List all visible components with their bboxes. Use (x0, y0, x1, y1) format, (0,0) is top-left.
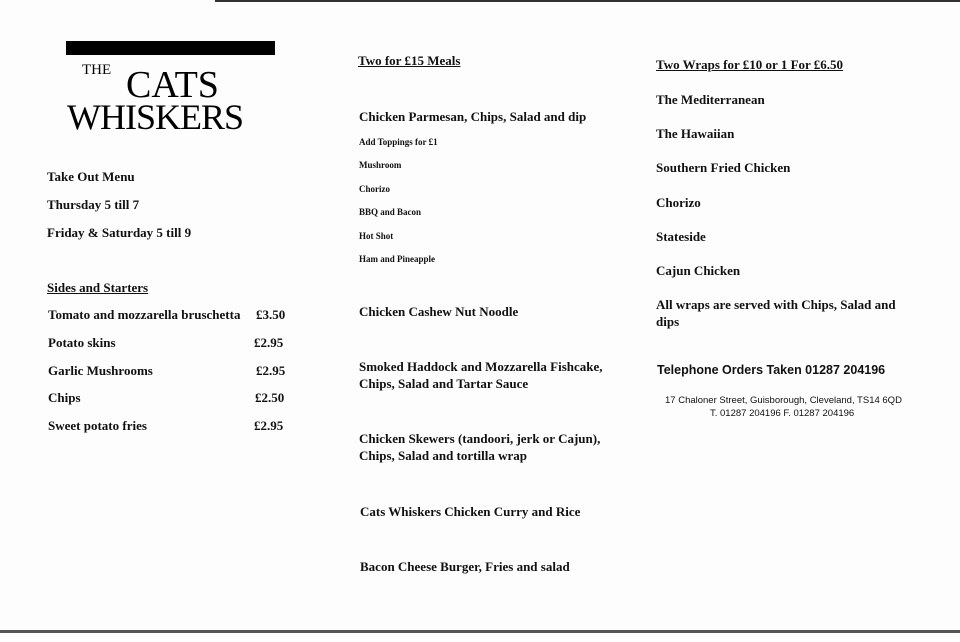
wraps-heading: Two Wraps for £10 or 1 For £6.50 (656, 57, 844, 72)
wrap-item: Stateside (656, 229, 706, 244)
wrap-item: The Hawaiian (656, 126, 735, 141)
topping-item: Hot Shot (359, 231, 394, 241)
scan-edge-top (215, 0, 960, 2)
meal-item: Chicken Skewers (tandoori, jerk or Cajun), (359, 431, 601, 446)
sides-heading: Sides and Starters (47, 280, 149, 295)
hours-thursday: Thursday 5 till 7 (47, 197, 140, 212)
meal-item: Chicken Parmesan, Chips, Salad and dip (359, 109, 587, 124)
logo-bar (66, 41, 275, 55)
meal-item-line2: Chips, Salad and Tartar Sauce (359, 376, 529, 391)
logo-cats: CATS (126, 64, 219, 106)
meal-item: Bacon Cheese Burger, Fries and salad (360, 559, 570, 574)
toppings-label: Add Toppings for £1 (359, 137, 438, 147)
side-price: £2.95 (254, 335, 284, 350)
side-price: £2.95 (254, 418, 284, 433)
side-price: £2.95 (256, 363, 286, 378)
meals-heading: Two for £15 Meals (358, 53, 461, 68)
side-name: Tomato and mozzarella bruschetta (48, 307, 241, 322)
side-name: Sweet potato fries (48, 418, 147, 433)
meal-item-line2: Chips, Salad and tortilla wrap (359, 448, 527, 463)
topping-item: Ham and Pineapple (359, 254, 436, 264)
wrap-item: The Mediterranean (656, 92, 765, 107)
address: 17 Chaloner Street, Guisborough, Cleveland, TS14 6QD (665, 395, 902, 406)
side-name: Chips (48, 390, 81, 405)
tel-fax: T. 01287 204196 F. 01287 204196 (710, 408, 855, 419)
meal-item: Cats Whiskers Chicken Curry and Rice (360, 504, 581, 519)
meal-item: Smoked Haddock and Mozzarella Fishcake, (359, 359, 603, 374)
wrap-item: Cajun Chicken (656, 263, 741, 278)
topping-item: BBQ and Bacon (359, 207, 422, 217)
menu-type: Take Out Menu (47, 169, 135, 184)
meal-item: Chicken Cashew Nut Noodle (359, 304, 519, 319)
wraps-note: All wraps are served with Chips, Salad and (656, 297, 896, 312)
hours-fri-sat: Friday & Saturday 5 till 9 (47, 225, 192, 240)
side-price: £2.50 (255, 390, 285, 405)
scan-edge-bottom (0, 630, 960, 633)
side-name: Garlic Mushrooms (48, 363, 153, 378)
telephone-orders: Telephone Orders Taken 01287 204196 (657, 363, 886, 377)
topping-item: Mushroom (359, 160, 402, 170)
side-name: Potato skins (48, 335, 116, 350)
side-price: £3.50 (256, 307, 286, 322)
wrap-item: Southern Fried Chicken (656, 160, 791, 175)
wrap-item: Chorizo (656, 195, 701, 210)
logo-whiskers: WHISKERS (67, 97, 244, 137)
wraps-note-line2: dips (656, 314, 680, 329)
logo-the: THE (82, 62, 112, 78)
topping-item: Chorizo (359, 184, 390, 194)
